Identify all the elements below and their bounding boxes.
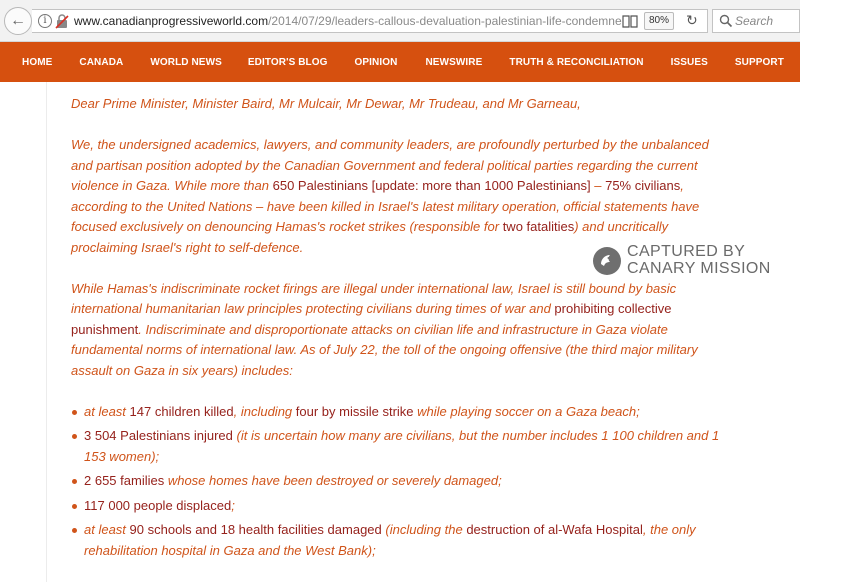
list-item (71, 402, 731, 423)
nav-item-home[interactable]: HOME (22, 56, 53, 68)
list-item (71, 426, 731, 467)
search-box[interactable] (712, 9, 800, 33)
search-placeholder: Search (735, 14, 774, 28)
paragraph-1-text: ) and uncritically proclaiming Israel's right to self-defence. (71, 219, 669, 255)
link-75-percent-civilians[interactable]: 75% civilians (605, 178, 681, 193)
watermark-line-2: CANARY MISSION (627, 260, 771, 277)
link-update-1000-palestinians[interactable]: [update: more than 1000 Palestinians] (371, 178, 591, 193)
nav-item-issues[interactable]: ISSUES (670, 56, 708, 68)
url-text[interactable] (74, 14, 622, 28)
link-two-fatalities[interactable]: two fatalities (502, 219, 575, 234)
paragraph-1-text: , according to the United Nations – have been killed in Israel's latest military operation, official statements have focused exclusively on denouncing Hamas's rocket strikes (responsible for (71, 178, 700, 234)
list-item-text: (it is uncertain how many are civilians, but the number includes 1 100 children and 1 153 women); (84, 428, 720, 464)
list-item-text: at least (84, 403, 130, 419)
paragraph-2-text: While Hamas's indiscriminate rocket firings are illegal under international law, Israel is still bound by basic international humanitarian law principles protecting civilians during times of war and (71, 280, 677, 316)
link-650-palestinians[interactable]: 650 Palestinians (272, 178, 369, 193)
list-item-text: ; (231, 497, 235, 513)
nav-item-world-news[interactable]: WORLD NEWS (150, 56, 222, 68)
link-90-schools-damaged[interactable]: 90 schools and 18 health facilities damaged (129, 522, 382, 537)
list-item-text: , including (233, 403, 296, 419)
paragraph-1 (71, 135, 731, 258)
nav-item-opinion[interactable]: OPINION (354, 56, 398, 68)
list-item (71, 520, 731, 561)
paragraph-1-text: We, the undersigned academics, lawyers, and community leaders, are profoundly perturbed by the unbalanced and partisan position adopted by the Canadian Government and federal political parties regarding the current violence in Gaza. While more than (71, 137, 709, 193)
watermark (593, 244, 793, 278)
paragraph-2 (71, 279, 731, 382)
list-item-text: at least (84, 522, 130, 537)
paragraph-2-text: . Indiscriminate and disproportionate attacks on civilian life and infrastructure in Gaza violate fundamental norms of international law. As of July 22, the toll of the ongoing offensive (the third major military assault on Gaza in six years) includes: (71, 321, 698, 378)
list-item-text: , the only rehabilitation hospital in Gaza and the West Bank); (84, 522, 696, 558)
link-prohibiting-collective-punishment[interactable]: prohibiting collective punishment (71, 301, 672, 337)
url-path: /2014/07/29/leaders-callous-devaluation-palestinian-life-condemne (268, 14, 622, 28)
list-item (71, 496, 731, 517)
link-four-by-missile-strike[interactable]: four by missile strike (295, 403, 414, 419)
nav-item-support[interactable]: SUPPORT (734, 56, 784, 68)
list-item-text: whose homes have been destroyed or severely damaged; (164, 473, 502, 488)
link-2655-families[interactable]: 2 655 families (84, 473, 165, 488)
url-host: www.canadianprogressiveworld.com (74, 14, 269, 28)
insecure-lock-icon (56, 14, 68, 29)
canary-mission-logo-icon (593, 247, 621, 275)
salutation: Dear Prime Minister, Minister Baird, Mr Mulcair, Mr Dewar, Mr Trudeau, and Mr Garneau, (71, 96, 581, 111)
site-nav (0, 42, 860, 82)
content-column-rule (46, 82, 47, 582)
watermark-line-1: CAPTURED BY (627, 243, 746, 260)
toll-list (71, 402, 731, 562)
nav-item-truth-reconciliation[interactable]: TRUTH & RECONCILIATION (509, 56, 644, 68)
nav-item-editors-blog[interactable]: EDITOR'S BLOG (247, 56, 328, 68)
reload-icon[interactable]: ↻ (686, 12, 698, 28)
info-icon[interactable]: i (38, 14, 52, 28)
address-bar[interactable] (32, 9, 708, 33)
paragraph-1-text: – (590, 178, 606, 193)
list-item (71, 471, 731, 492)
list-item-text: while playing soccer on a Gaza beach; (413, 403, 640, 419)
nav-item-contact[interactable]: CONTACT (810, 56, 860, 68)
browser-toolbar (0, 0, 800, 42)
article-body (71, 94, 731, 561)
back-arrow-icon[interactable]: ← (4, 7, 32, 35)
list-item-text: (including the (381, 522, 467, 537)
link-117000-people-displaced[interactable]: 117 000 people displaced (84, 497, 232, 513)
link-147-children-killed[interactable]: 147 children killed (129, 403, 234, 419)
nav-item-canada[interactable]: CANADA (79, 56, 124, 68)
link-al-wafa-hospital[interactable]: destruction of al-Wafa Hospital (466, 522, 643, 537)
link-3504-palestinians-injured[interactable]: 3 504 Palestinians injured (84, 428, 233, 443)
nav-item-newswire[interactable]: NEWSWIRE (425, 56, 483, 68)
zoom-level-badge[interactable]: 80% (644, 12, 674, 30)
search-icon (719, 14, 733, 28)
reader-view-icon[interactable] (622, 14, 638, 28)
